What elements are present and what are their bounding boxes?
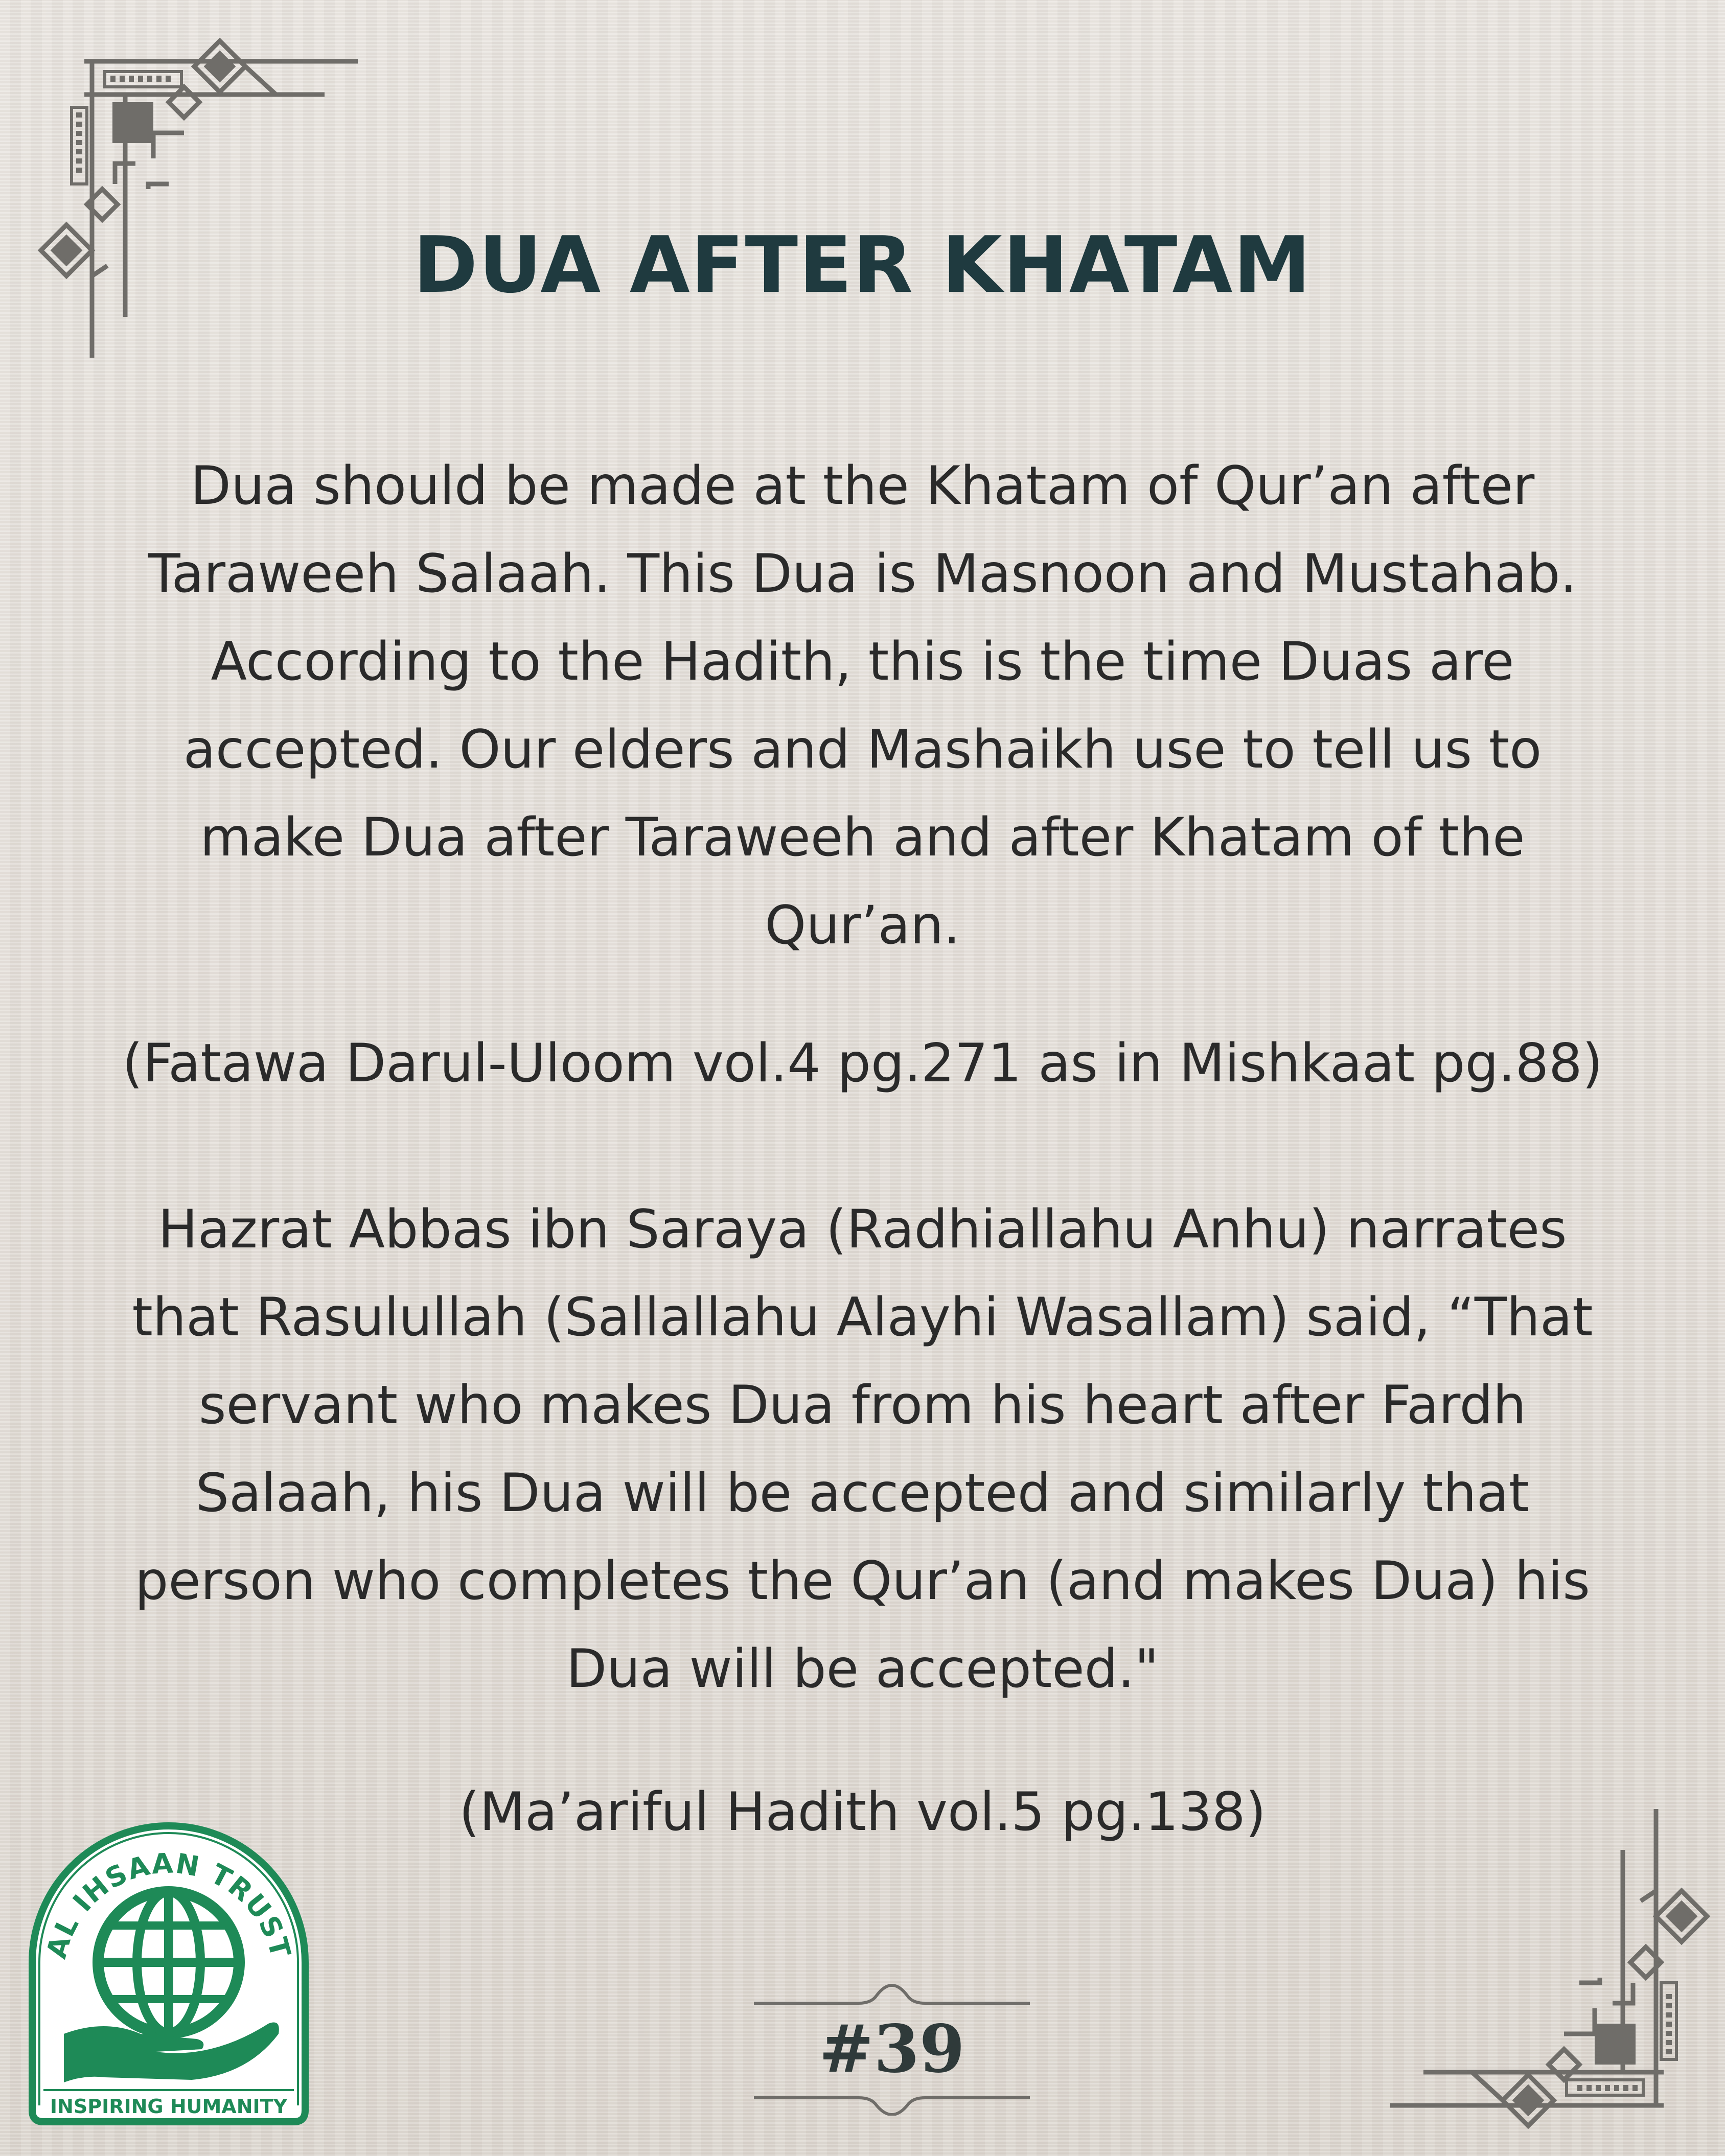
hadith-line: Dua will be accepted." xyxy=(566,1638,1159,1700)
reference-citation-2: (Ma’ariful Hadith vol.5 pg.138) xyxy=(459,1781,1266,1843)
hadith-line: Hazrat Abbas ibn Saraya (Radhiallahu Anhu) narrates xyxy=(158,1199,1567,1260)
hadith-line: servant who makes Dua from his heart after Fardh xyxy=(198,1375,1527,1436)
reference-citation-1: (Fatawa Darul-Uloom vol.4 pg.271 as in Mishkaat pg.88) xyxy=(122,1033,1603,1094)
al-ihsaan-trust-logo xyxy=(28,1809,309,2126)
intro-line: make Dua after Taraweeh and after Khatam of the xyxy=(200,807,1525,868)
hadith-paragraph xyxy=(46,1186,1679,1713)
intro-line: accepted. Our elders and Mashaikh use to tell us to xyxy=(183,719,1542,780)
intro-line: According to the Hadith, this is the time Duas are xyxy=(211,631,1514,692)
post-number-badge xyxy=(749,1983,1035,2116)
intro-line: Taraweeh Salaah. This Dua is Masnoon and Mustahab. xyxy=(148,543,1577,605)
intro-line: Dua should be made at the Khatam of Qur’an after xyxy=(190,455,1535,517)
intro-line: Qur’an. xyxy=(765,895,960,956)
hadith-line: person who completes the Qur’an (and makes Dua) his xyxy=(134,1550,1591,1612)
intro-paragraph xyxy=(46,442,1679,969)
corner-ornament-top-left xyxy=(31,31,368,388)
logo-tagline: INSPIRING HUMANITY xyxy=(50,2095,288,2118)
hadith-line: that Rasulullah (Sallallahu Alayhi Wasallam) said, “That xyxy=(132,1287,1593,1348)
post-number: #39 xyxy=(819,2011,965,2088)
page-title: DUA AFTER KHATAM xyxy=(413,220,1312,310)
hadith-line: Salaah, his Dua will be accepted and similarly that xyxy=(195,1463,1530,1524)
logo-name: AL IHSAAN TRUST xyxy=(40,1847,297,1962)
